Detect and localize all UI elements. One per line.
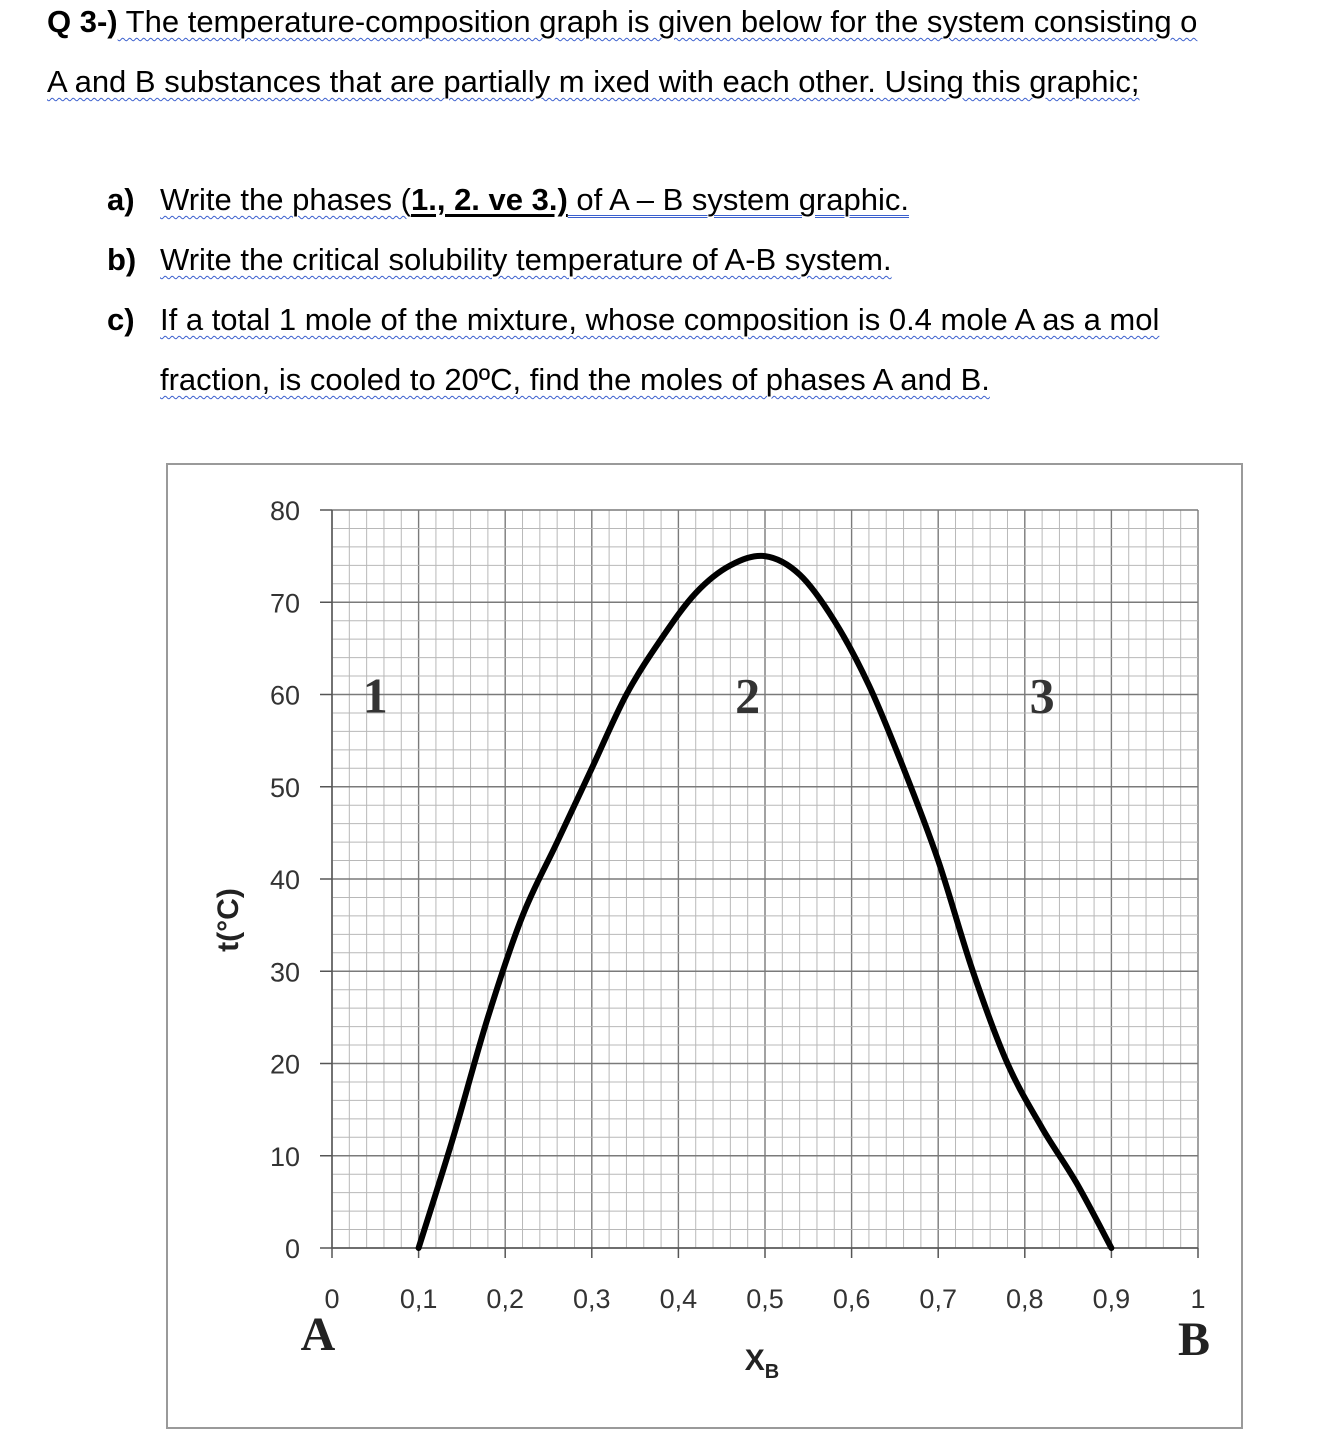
x-tick-label: 0,6 (832, 1284, 871, 1314)
y-tick-label: 10 (269, 1141, 300, 1172)
phase-diagram-chart (168, 465, 1241, 1427)
y-tick-label: 40 (269, 865, 300, 895)
chart-labels (212, 496, 1210, 1383)
item-b (107, 240, 892, 280)
x-tick-label: 1 (1190, 1284, 1206, 1314)
x-tick-label: 0,2 (486, 1284, 524, 1314)
x-tick-label: 0 (324, 1284, 340, 1314)
phase-label-2: 2 (735, 667, 761, 724)
y-tick-label: 60 (269, 680, 300, 711)
x-tick-label: 0,1 (399, 1284, 438, 1314)
x-tick-label: 0,7 (919, 1284, 957, 1314)
question-title-text: The temperature-composition graph is given below for the system consisting o (117, 4, 1198, 39)
item-c-continuation: fraction, is cooled to 20ºC, find the moles of phases A and B. (160, 362, 990, 397)
item-a (107, 180, 909, 220)
item-a-label: a) (107, 182, 135, 217)
end-label-b: B (1177, 1313, 1211, 1366)
y-axis-label: t(°C) (212, 888, 245, 952)
y-tick-label: 70 (269, 588, 300, 619)
item-a-pre: Write the phases ( (160, 182, 411, 217)
question-title (47, 2, 1197, 42)
question-number: Q 3-) (47, 4, 118, 39)
item-a-phases: 1., 2. ve 3.) (410, 182, 568, 217)
x-tick-label: 0,5 (746, 1284, 784, 1314)
y-tick-label: 30 (269, 957, 300, 988)
phase-label-1: 1 (362, 667, 388, 724)
y-tick-label: 50 (269, 772, 300, 803)
y-tick-label: 80 (269, 496, 300, 526)
chart-grid (332, 510, 1198, 1248)
item-b-label: b) (107, 242, 137, 277)
x-tick-label: 0,9 (1092, 1284, 1131, 1314)
phase-label-3: 3 (1029, 667, 1055, 724)
item-a-post: of A – B system graphic. (567, 182, 909, 217)
end-label-a: A (300, 1308, 336, 1361)
x-tick-label: 0,8 (1006, 1284, 1044, 1314)
item-b-text: Write the critical solubility temperature of A-B system. (160, 242, 892, 277)
item-c-label: c) (107, 302, 135, 337)
x-axis-label-sub: B (764, 1361, 780, 1383)
x-tick-label: 0,3 (573, 1284, 611, 1314)
phase-diagram-figure (166, 463, 1243, 1429)
question-line-2: A and B substances that are partially m ixed with each other. Using this graphic; (47, 64, 1140, 99)
item-c (107, 300, 1159, 340)
x-axis-label (745, 1344, 779, 1383)
x-tick-label: 0,4 (659, 1284, 698, 1314)
item-c-text: If a total 1 mole of the mixture, whose composition is 0.4 mole A as a mol (160, 302, 1160, 337)
x-axis-label-main: X (744, 1344, 765, 1377)
y-tick-label: 0 (284, 1234, 300, 1264)
y-tick-label: 20 (269, 1049, 300, 1080)
